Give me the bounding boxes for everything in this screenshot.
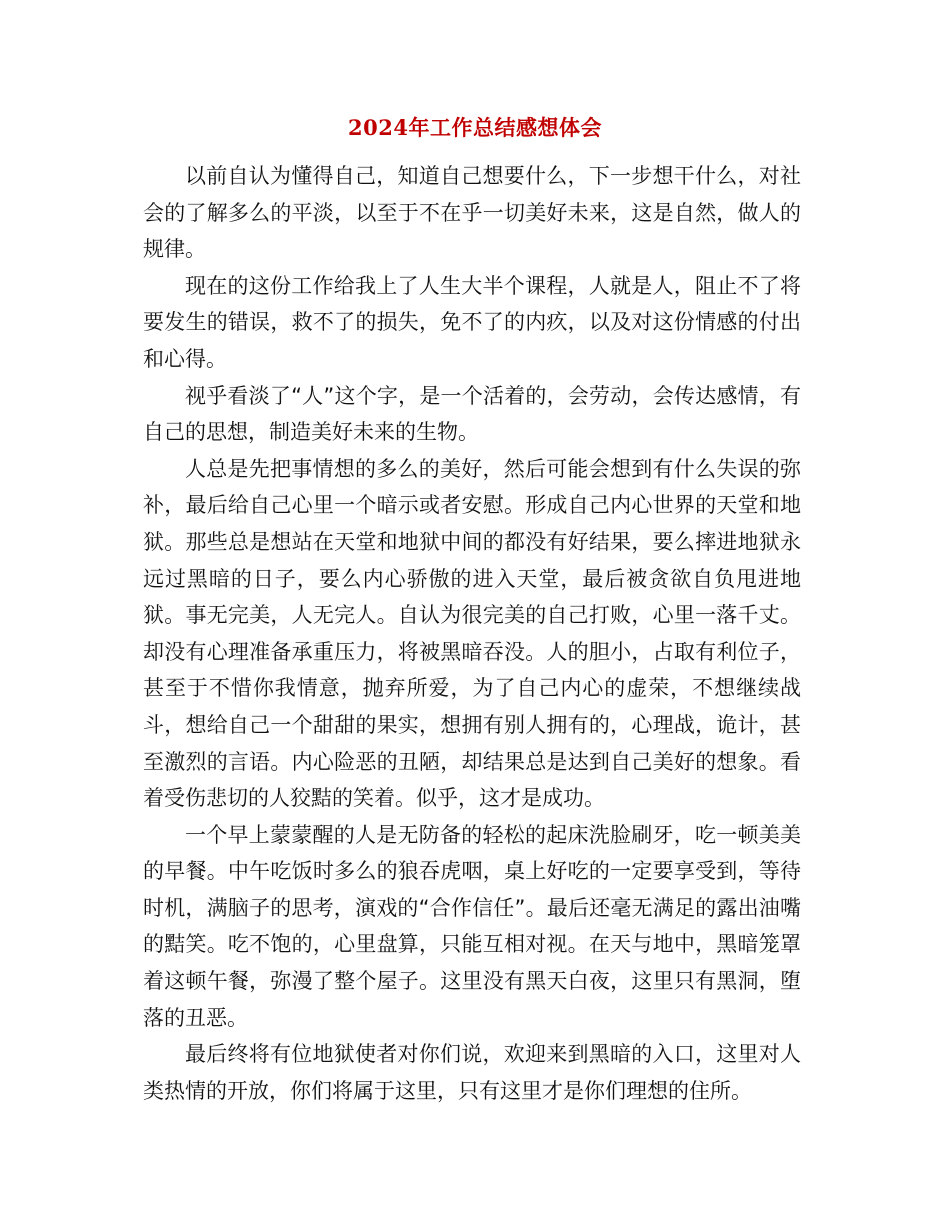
paragraph: 现在的这份工作给我上了人生大半个课程，人就是人，阻止不了将要发生的错误，救不了的损失，免不了的内疚，以及对这份情感的付出和心得。 bbox=[143, 273, 801, 371]
paragraph: 视乎看淡了“人”这个字，是一个活着的，会劳动，会传达感情，有自己的思想，制造美好未来的生物。 bbox=[143, 383, 801, 445]
paragraph: 最后终将有位地狱使者对你们说，欢迎来到黑暗的入口，这里对人类热情的开放，你们将属于这里，只有这里才是你们理想的住所。 bbox=[143, 1042, 801, 1103]
paragraph: 以前自认为懂得自己，知道自己想要什么，下一步想干什么，对社会的了解多么的平淡，以至于不在乎一切美好未来，这是自然，做人的规律。 bbox=[143, 164, 801, 262]
document-body bbox=[143, 158, 801, 1109]
paragraph: 一个早上蒙蒙醒的人是无防备的轻松的起床洗脸刷牙，吃一顿美美的早餐。中午吃饭时多么的狼吞虎咽，桌上好吃的一定要享受到，等待时机，满脑子的思考，演戏的“合作信任”。最后还毫无满足的露出油嘴的黠笑。吃不饱的，心里盘算，只能互相对视。在天与地中，黑暗笼罩着这顿午餐，弥漫了整个屋子。这里没有黑天白夜，这里只有黑洞，堕落的丑恶。 bbox=[143, 822, 801, 1030]
paragraph: 人总是先把事情想的多么的美好，然后可能会想到有什么失误的弥补，最后给自己心里一个暗示或者安慰。形成自己内心世界的天堂和地狱。那些总是想站在天堂和地狱中间的都没有好结果，要么摔进地狱永远过黑暗的日子，要么内心骄傲的进入天堂，最后被贪欲自负甩进地狱。事无完美，人无完人。自认为很完美的自己打败，心里一落千丈。却没有心理准备承重压力，将被黑暗吞没。人的胆小，占取有利位子，甚至于不惜你我情意，抛弃所爱，为了自己内心的虚荣，不想继续战斗，想给自己一个甜甜的果实，想拥有别人拥有的，心理战，诡计，甚至激烈的言语。内心险恶的丑陋，却结果总是达到自己美好的想象。看着受伤悲切的人狡黠的笑着。似乎，这才是成功。 bbox=[143, 456, 801, 811]
document-title: 2024年工作总结感想体会 bbox=[348, 115, 602, 140]
